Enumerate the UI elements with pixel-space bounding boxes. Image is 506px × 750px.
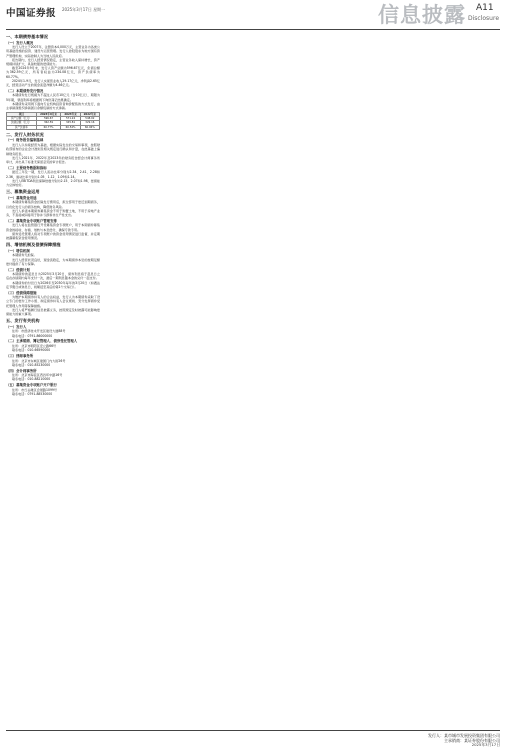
masthead [0,0,506,30]
footer-date: 2025年3月17日 [471,742,500,747]
table-header-row [7,112,100,116]
paragraph: 本期债券的起息日为2025年3月20日，债券利息将于起息日之后在存续期内每年支付一次，最后一期利息随本金的兑付一起支付。 [6,272,100,281]
paragraph: 住所：市红谷滩区会展路1099号 [12,387,57,392]
section-title: 信息披露 [378,3,466,27]
section-heading: （五）募集资金专项账户开户银行 [6,383,57,388]
table-cell: 资产总额（亿元） [7,117,37,121]
table-header-cell: 项目 [7,112,37,116]
paragraph: 最近三年及一期，发行人流动比率分别为2.34、2.41、2.28和2.36，速动比率分别为1.05、1.12、1.09和1.14。 [6,170,100,179]
paragraph: 联系电话：0791-86000000 [12,333,53,338]
table-cell: 362.59 [36,121,61,125]
article-title: 五、发行有关机构 [6,318,40,324]
article [6,189,100,240]
paragraph: 报告期内，发行人经营情况稳定，主营业务收入保持增长，资产规模持续扩大，具备较强的偿债能力。 [6,57,100,67]
article [6,34,100,130]
article-title: 三、募集资金运用 [6,189,40,195]
table-cell: 60.54% [61,125,80,129]
paragraph: 发行人承诺本期债券募集资金不用于购置土地，不用于房地产业务，不直接或间接用于弥补亏损和非生产性支出。 [6,208,100,217]
lead-underwriter-line: 主承销商：某证券股份有限公司 [444,738,500,743]
table-cell: 596.67 [36,117,61,121]
article-title: 二、发行人财务状况 [6,131,44,137]
paragraph: 发行人将严格履行信息披露义务，按照规定及时披露可能影响偿债能力的重大事项。 [6,307,100,317]
paragraph: 2024年1-9月，发行人实现营业收入29.17亿元，净利润2.65亿元，经营活动产生的现金流量净额为4.46亿元。 [6,78,100,88]
section-heading: （三）律师事务所 [6,353,34,358]
paragraph: 联系电话：010-88210000 [12,377,51,382]
paragraph: 住所：北京市海淀区西四环中路16号 [12,373,63,378]
article-title: 一、本期债券基本情况 [6,34,48,39]
paragraph: 发行人以持续经营为基础，根据实际发生的交易和事项，按照财政部颁布的企业会计准则及相关规定进行确认和计量，在此基础上编制财务报表。 [6,143,100,156]
section-heading: （三）偿债保障措施 [6,290,37,295]
table-header-cell: 2023年末 [61,112,80,116]
paragraph: 发行人将在监管银行开设募集资金专项账户，用于本期债券募集资金的接收、存储、划转与本息偿付，确保专款专用。 [6,223,100,232]
paragraph: 联系电话：010-66590000 [12,348,51,353]
table-cell: 329.16 [80,121,99,125]
section-heading: （四）会计师事务所 [6,368,37,373]
article-body [6,33,500,728]
section-heading: （一）财务报告编制基础 [6,138,44,143]
page-number: A11 [476,3,494,13]
paragraph: 联系电话：0791-88530000 [12,392,53,397]
table-cell: 571.24 [61,117,80,121]
table-header-cell: 2024年9月末 [36,112,61,116]
newspaper-name: 中国证券报 [6,8,57,19]
issue-date: 2025年3月17日 星期一 [62,7,106,12]
issuer-line: 发行人：某市城市发展投资集团有限公司 [428,733,500,738]
section-heading: （一）发行人 [6,324,27,329]
paragraph: 发行人EBITDA利息保障倍数分别为2.15、2.07和1.98，偿债能力总体较好。 [6,178,100,187]
section-heading: （二）主承销商、簿记管理人、债券受托管理人 [6,339,78,344]
paragraph: 住所：北京市朝阳区安立路66号 [12,344,57,349]
paragraph: 本期债券的付息日为2026年至2030年每年的3月20日（如遇法定节假日或休息日，则顺延至其后的第1个交易日）。 [6,280,100,289]
article [6,242,100,316]
paragraph: 本期债券发行规模为不超过人民币10亿元（含10亿元），期限为5年期，票面利率将根据网下询价簿记结果确定。 [6,93,100,102]
paragraph: 本期债券采用网下面向专业机构投资者询价配售的方式发行，由主承销商组织承销团以余额包销的方式承销。 [6,101,100,111]
paragraph: 发行人设立于2007年，注册资本4,000万元，主营业务为各类公用基础设施的投资、建设与运营管理。发行人控股股东为地方国有资产管理机构，实际控制人为当地人民政府。 [6,45,100,58]
table-cell: 负债总额（亿元） [7,121,37,125]
table-cell: 资产负债率 [7,125,37,129]
financial-table [6,112,100,130]
section-heading: （一）募集资金用途 [6,195,37,200]
paragraph: 联系电话：010-85230000 [12,362,51,367]
table-header-cell: 2022年末 [80,112,99,116]
header-rule [6,29,500,30]
table-row [7,121,100,125]
table-cell: 548.02 [80,117,99,121]
paragraph: 发行人2021年、2022年及2023年的财务报告经会计师事务所审计，并出具了标准无保留意见的审计报告。 [6,155,100,164]
paragraph: 本期债券无担保。 [12,253,37,258]
article-title: 四、增信机制及偿债保障措施 [6,242,61,248]
section-heading: （二）偿债计划 [6,267,30,272]
table-cell: 345.81 [61,121,80,125]
table-row [7,125,100,129]
paragraph: 为维护本期债券持有人的合法权益，发行人为本期债券采取了设立专门的偿付工作小组、制定债券持有人会议规则、充分发挥债券受托管理人作用等保障措施。 [6,295,100,308]
section-heading: （一）发行人概况 [6,40,34,45]
table-cell: 60.77% [36,125,61,129]
section-heading: （二）主要财务数据和指标 [6,165,47,170]
article [6,318,100,396]
article [6,132,100,187]
table-cell: 60.06% [80,125,99,129]
paragraph: 截至2024年9月末，发行人资产总额为596.67亿元，负债总额为362.59亿元，所有者权益为234.08亿元，资产负债率为60.77%。 [6,66,100,79]
paragraph: 住所：市经济技术开发区建设大道88号 [12,329,66,334]
paragraph: 住所：北京市东城区建国门内大街26号 [12,358,66,363]
section-heading: （二）募集资金专项账户管理安排 [6,218,57,223]
section-heading: （一）增信机制 [6,248,30,253]
paragraph: 发行人经营状况良好，现金流稳定，为本期债券本息的按期足额偿付提供了有力保障。 [6,257,100,266]
paragraph: 债券受托管理人将对专项账户的资金使用情况进行监督，并定期披露募集资金使用情况。 [6,231,100,240]
footer-rule [6,730,500,731]
section-heading: （二）本期债券发行情况 [6,88,44,93]
section-title-en: Disclosure [468,15,500,22]
paragraph: 本期债券募集资金扣除发行费用后，拟全部用于偿还到期债务，以优化发行人的债务结构，降低财务风险。 [6,200,100,209]
